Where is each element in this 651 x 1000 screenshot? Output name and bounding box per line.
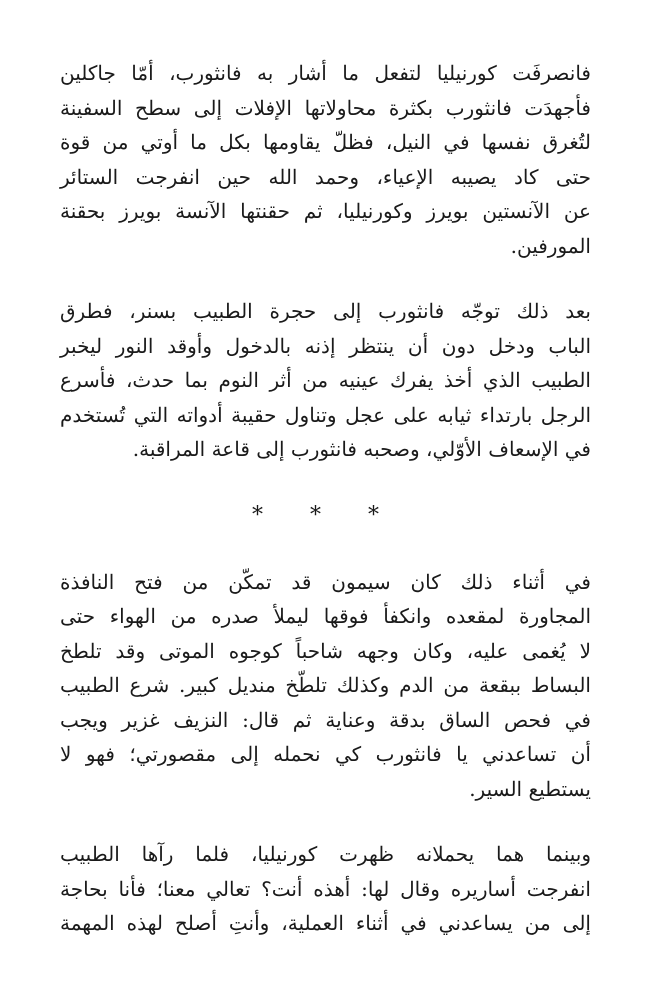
text-line: الباب ودخل دون أن ينتظر إذنه بالدخول وأوقد النور ليخبر bbox=[60, 333, 591, 358]
section-divider: * * * bbox=[252, 502, 399, 528]
text-line: الطبيب الذي أخذ يفرك عينيه من أثر النوم بما حدث، فأسرع bbox=[60, 368, 591, 392]
text-line: في الإسعاف الأوّلي، وصحبه فانثورب إلى قاعة المراقبة. bbox=[132, 437, 591, 461]
text-line: حتى كاد يصيبه الإعياء، وحمد الله حين انفرجت الستائر bbox=[60, 164, 591, 189]
text-line: فانصرفَت كورنيليا لتفعل ما أشار به فانثورب، أمّا جاكلين bbox=[60, 61, 591, 85]
text-line: في أثناء ذلك كان سيمون قد تمكّن من فتح النافذة bbox=[60, 569, 591, 594]
text-line: لا يُغمى عليه، وكان وجهه شاحباً كوجوه الموتى وقد تلطخ bbox=[60, 638, 591, 663]
text-line: بعد ذلك توجّه فانثورب إلى حجرة الطبيب بسنر، فطرق bbox=[60, 299, 591, 323]
text-line: وبينما هما يحملانه ظهرت كورنيليا، فلما رآها الطبيب bbox=[60, 842, 591, 866]
text-line: عن الآنستين بويرز وكورنيليا، ثم حقنتها الآنسة بويرز بحقنة bbox=[60, 199, 591, 223]
paragraph-2 bbox=[60, 294, 591, 467]
text-line: المجاورة لمقعده وانكفأ فوقها ليملأ صدره من الهواء حتى bbox=[60, 604, 591, 628]
text-line: فأجهدَت فانثورب بكثرة محاولاتها الإفلات إلى سطح السفينة bbox=[60, 95, 591, 120]
paragraph-1 bbox=[60, 56, 591, 263]
text-line: لتُغرق نفسها في النيل، فظلّ يقاومها بكل ما أوتي من قوة bbox=[60, 130, 591, 154]
text-line: في فحص الساق بدقة وعناية ثم قال: النزيف غزير ويجب bbox=[60, 707, 591, 732]
paragraph-3 bbox=[60, 565, 591, 807]
text-line: انفرجت أساريره وقال لها: أهذه أنت؟ تعالي معنا؛ فأنا بحاجة bbox=[60, 876, 591, 901]
text-line: البساط ببقعة من الدم وكذلك تلطّخ منديل كبير. شرع الطبيب bbox=[60, 673, 591, 697]
text-line: أن تساعدني يا فانثورب كي نحمله إلى مقصورتي؛ فهو لا bbox=[60, 742, 591, 766]
text-line: يستطيع السير. bbox=[469, 776, 591, 801]
text-line: المورفين. bbox=[510, 233, 591, 258]
text-line: إلى من يساعدني في أثناء العملية، وأنتِ أصلح لهذه المهمة bbox=[60, 911, 591, 935]
paragraph-4 bbox=[60, 837, 591, 941]
text-line: الرجل بارتداء ثيابه على عجل وتناول حقيبة أدواته التي تُستخدم bbox=[60, 402, 591, 427]
